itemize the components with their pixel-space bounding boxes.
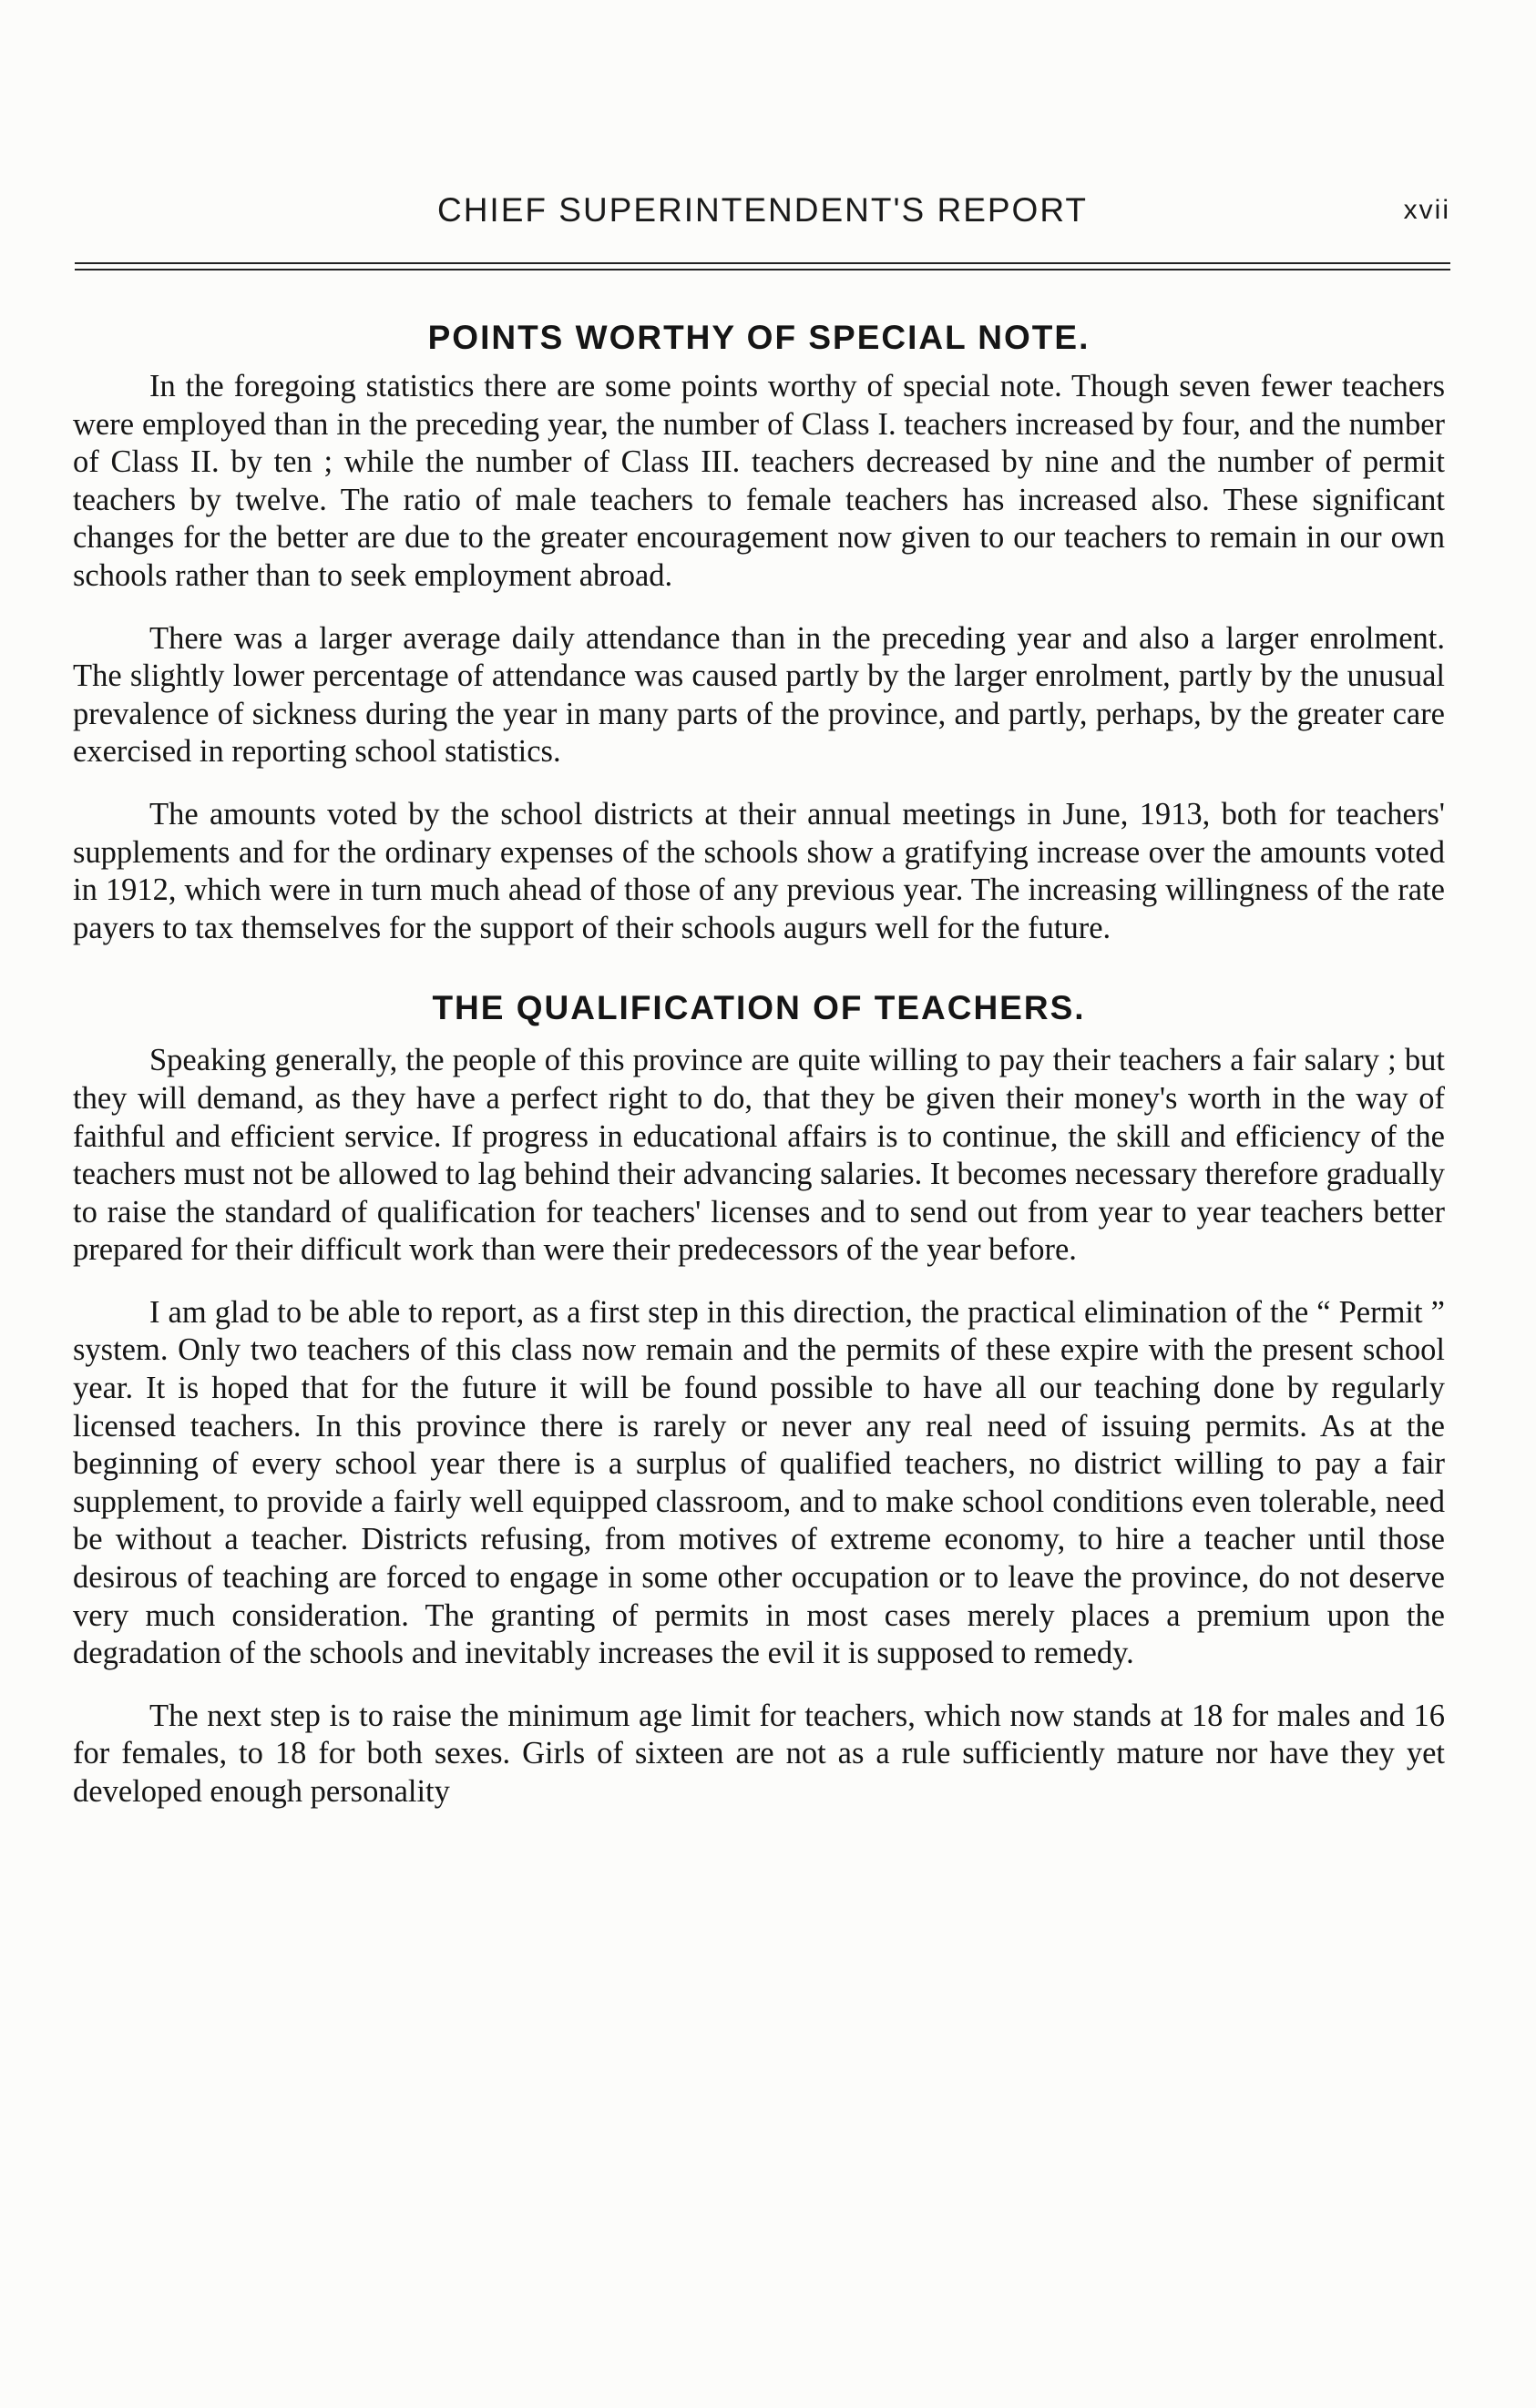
paragraph: In the foregoing statistics there are some points worthy of special note. Though seven fewer teachers were employed than in the preceding year, the number of Class I. teachers increased by four, and the number of Class II. by ten ; while the number of Class III. teachers decreased by nine and the number of permit teachers by twelve. The ratio of male teachers to female teachers has increased also. These significant changes for the better are due to the greater encouragement now given to our teachers to remain in our own schools rather than to seek employment abroad. xyxy=(73,369,1445,593)
page-number: xvii xyxy=(1403,195,1450,225)
section-heading-special-note: POINTS WORTHY OF SPECIAL NOTE. xyxy=(427,319,1091,356)
paragraph: The next step is to raise the minimum age limit for teachers, which now stands at 18 for males and 16 for females, to 18 for both sexes. Girls of sixteen are not as a rule sufficiently mature nor have they yet developed enough personality xyxy=(73,1698,1445,1809)
paragraph: There was a larger average daily attendance than in the preceding year and also a larger enrolment. The slightly lower percentage of attendance was caused partly by the larger enrolment, partly by the unusual prevalence of sickness during the year in many parts of the province, and partly, perhaps, by the greater care exercised in reporting school statistics. xyxy=(73,620,1445,770)
paragraph: Speaking generally, the people of this province are quite willing to pay their teachers a fair salary ; but they will demand, as they have a perfect right to do, that they be given their money's worth in the way of faithful and efficient service. If progress in educational affairs is to continue, the skill and efficiency of the teachers must not be allowed to lag behind their advancing salaries. It becomes necessary therefore gradually to raise the standard of qualification for teachers' licenses and to send out from year to year teachers better prepared for their difficult work than were their predecessors of the year before. xyxy=(73,1043,1445,1268)
running-title: CHIEF SUPERINTENDENT'S REPORT xyxy=(436,191,1088,229)
running-head xyxy=(75,191,1450,237)
paragraph: The amounts voted by the school districts at their annual meetings in June, 1913, both for teachers' supplements and for the ordinary expenses of the schools show a gratifying increase over the amounts voted in 1912, which were in turn much ahead of those of any previous year. The increasing willingness of the rate payers to tax themselves for the support of their schools augurs well for the future. xyxy=(73,796,1445,945)
paragraph: I am glad to be able to report, as a first step in this direction, the practical elimination of the “ Permit ” system. Only two teachers of this class now remain and the permits of these expire with the present school year. It is hoped that for the future it will be found possible to have all our teaching done by regularly licensed teachers. In this province there is rarely or never any real need of issuing permits. As at the beginning of every school year there is a surplus of qualified teachers, no district willing to pay a fair supplement, to provide a fairly well equipped classroom, and to make school conditions even tolerable, need be without a teacher. Districts refusing, from motives of extreme economy, to hire a teacher until those desirous of teaching are forced to engage in some other occupation or to leave the province, do not deserve very much consideration. The granting of permits in most cases merely places a premium upon the degradation of the schools and inevitably increases the evil it is supposed to remedy. xyxy=(73,1294,1445,1671)
report-body xyxy=(73,319,1445,1811)
double-rule-divider xyxy=(75,262,1450,270)
section-heading-qualification: THE QUALIFICATION OF TEACHERS. xyxy=(432,989,1086,1027)
